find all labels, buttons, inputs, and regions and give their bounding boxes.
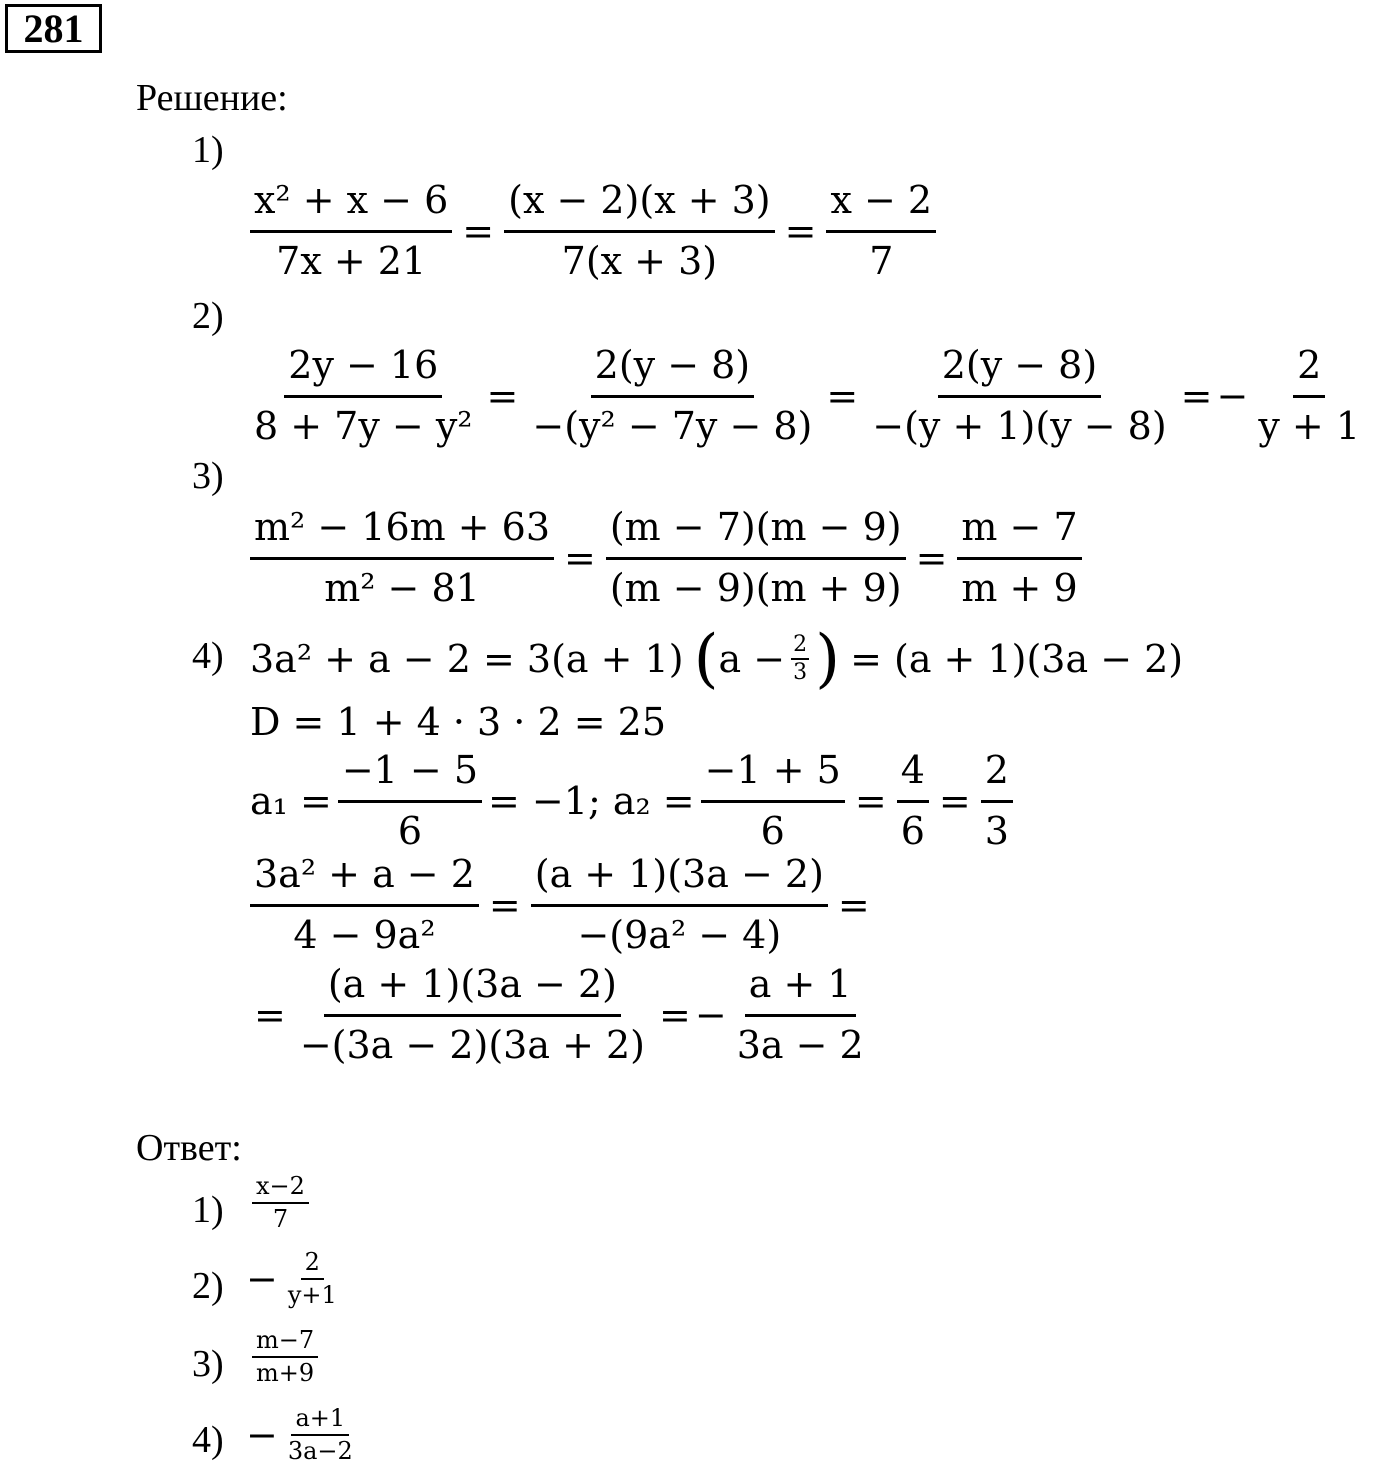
fraction: $\frac{m - 7}{m + 9}$ [957, 505, 1081, 611]
part-1-equation [244, 178, 942, 284]
minus-sign: − [694, 993, 727, 1038]
fraction: $\frac{x - 2}{7}$ [826, 178, 936, 284]
equals-sign: = [486, 374, 519, 419]
equals-sign: = [1180, 374, 1213, 419]
equals-sign: = [938, 779, 971, 824]
part-4-simplify-line-1 [244, 852, 874, 958]
fraction: $\frac{2}{y+1}$ [287, 1248, 337, 1309]
part-2-label: 2) [192, 295, 224, 337]
answer-1-label: 1) [192, 1189, 224, 1231]
right-paren: ) [815, 622, 841, 696]
equals-sign: = [915, 536, 948, 581]
fraction: $\frac{2}{y + 1}$ [1258, 343, 1361, 448]
problem-number-box: 281 [5, 4, 102, 53]
fraction: $\frac{2y - 16}{\text{8 + 7y − y²}}$ [254, 343, 473, 448]
small-fraction: $\frac{2}{3}$ [793, 631, 808, 685]
fraction: $\frac{(x - 2)(x + 3)}{7(x + 3)}$ [504, 178, 775, 284]
part-3-label: 3) [192, 455, 224, 497]
fraction: $\frac{a + 1}{3a - 2}$ [736, 962, 864, 1067]
fraction: $\frac{x-2}{7}$ [252, 1172, 309, 1234]
answer-2: − $\frac{2}{y+1}$ [246, 1248, 347, 1310]
solution-heading: Решение: [136, 77, 288, 119]
part-1-label: 1) [192, 129, 224, 171]
fraction: $\frac{-1 + 5}{6}$ [701, 748, 845, 854]
equals-sign: = [254, 993, 286, 1038]
fraction: $\frac{(m - 7)(m - 9)}{(m - 9)(m + 9)}$ [606, 505, 906, 611]
equals-sign: = [837, 883, 870, 928]
fraction: $\frac{2}{3}$ [981, 748, 1013, 854]
fraction: $\frac{2(y - 8)}{-(y + 1)(y - 8)}$ [872, 343, 1167, 448]
fraction: $\frac{4}{6}$ [897, 748, 929, 854]
part-4-discriminant: D = 1 + 4 · 3 · 2 = 25 [250, 700, 666, 744]
fraction: $\frac{m-7}{m+9}$ [252, 1326, 318, 1388]
answer-4-label: 4) [192, 1419, 224, 1461]
left-paren: ( [693, 622, 719, 696]
equals-sign: = [826, 374, 859, 419]
part-4-label: 4) [192, 635, 224, 677]
equals-sign: = [659, 993, 691, 1038]
fraction: $\frac{2(y - 8)}{\text{−(y² − 7y − 8)}}$ [532, 343, 813, 448]
fraction: $\frac{\text{m² − 16m + 63}}{\text{m² − 81}}$ [250, 505, 554, 611]
fraction: $\frac{(a + 1)(3a - 2)}{-(3a - 2)(3a + 2)}$ [299, 962, 645, 1067]
fraction: $\frac{\text{x² + x − 6}}{7x + 21}$ [250, 178, 452, 284]
equals-sign: = [488, 883, 521, 928]
fraction: $\frac{(a + 1)(3a - 2)}{\text{−(9a² − 4)}}$ [531, 852, 828, 958]
part-2-equation [244, 343, 1370, 449]
answer-heading: Ответ: [136, 1127, 242, 1169]
fraction: $\frac{a+1}{3a-2}$ [287, 1404, 353, 1465]
part-4-roots: a₁ = $\frac{-1 - 5}{6}$ = −1; a₂ = $\frac{-1 + 5}{6}$ = $\frac{4}{6}$ = $\frac{2}{3}$ [250, 748, 1019, 854]
equals-sign: = [854, 779, 887, 824]
answer-1 [246, 1172, 315, 1234]
minus-sign: − [1216, 374, 1249, 419]
fraction: $\frac{-1 - 5}{6}$ [338, 748, 482, 854]
answer-3-label: 3) [192, 1343, 224, 1385]
equals-sign: = [462, 209, 495, 254]
answer-3 [246, 1326, 324, 1388]
fraction: $\frac{\text{3a² + a − 2}}{\text{4 − 9a²}}$ [250, 852, 479, 958]
part-4-simplify-line-2 [250, 962, 874, 1068]
part-4-factor-line: 3a² + a − 2 = 3(a + 1) ( a − $\frac{2}{3}$ ) = (a + 1)(3a − 2) [250, 622, 1184, 696]
equals-sign: = [564, 536, 596, 581]
answer-4: − $\frac{a+1}{3a-2}$ [246, 1404, 363, 1466]
part-3-equation [244, 505, 1088, 611]
equals-sign: = [784, 209, 817, 254]
answer-2-label: 2) [192, 1265, 224, 1307]
